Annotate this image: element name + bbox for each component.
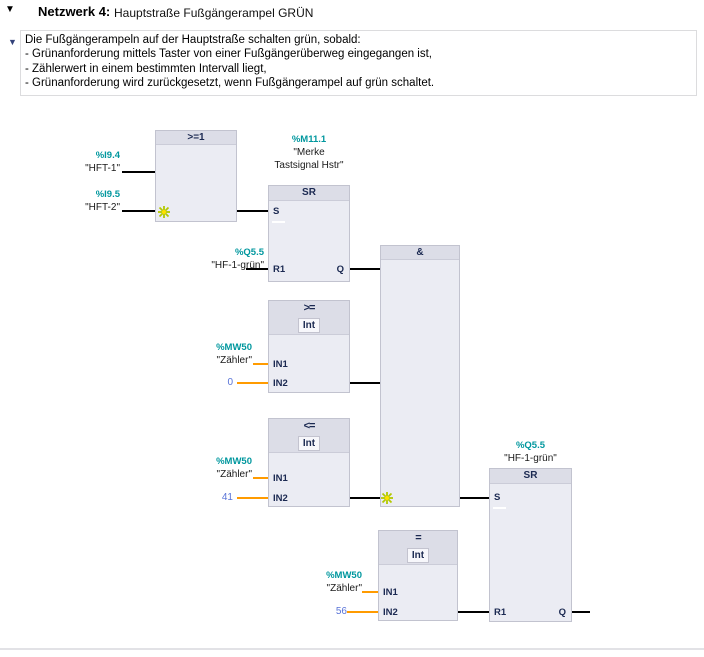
operand-tag: "Zähler": [216, 355, 252, 366]
insert-point-star-icon[interactable]: [381, 491, 393, 503]
network-comment-box[interactable]: [20, 30, 697, 96]
operand-tag: "HF-1-grün": [211, 260, 264, 271]
sr2-pin-q: Q: [558, 607, 566, 618]
sr1-s-underline: [272, 221, 285, 223]
wire-hft1-to-or: [122, 171, 155, 173]
cmp-eq-block[interactable]: [378, 530, 458, 621]
network-title[interactable]: Hauptstraße Fußgängerampel GRÜN: [114, 6, 314, 20]
operand-hf1-gruen-reset[interactable]: [144, 246, 264, 272]
wire-ge-to-and: [350, 382, 380, 384]
constant-eq-in2[interactable]: 56: [335, 606, 347, 617]
wire-sr1-q-to-and: [350, 268, 380, 270]
sr1-block-header: SR: [269, 186, 349, 201]
operand-tag: "HFT-1": [85, 163, 120, 174]
comment-line: - Grünanforderung mittels Taster von einer Fußgängerüberweg eingegangen ist,: [25, 48, 432, 61]
network-bottom-separator: [0, 648, 704, 650]
sr1-pin-q: Q: [336, 264, 344, 275]
operand-tag: "Merke: [293, 147, 325, 158]
operand-address: %MW50: [216, 456, 252, 467]
sr2-block-header: SR: [490, 469, 571, 484]
operand-tag: "Zähler": [326, 583, 362, 594]
network-collapse-icon[interactable]: ▼: [5, 4, 15, 15]
cmp-le-datatype-dropdown[interactable]: Int: [298, 436, 320, 451]
wire-const56-to-eq-in2: [347, 611, 378, 613]
sr2-pin-r1: R1: [494, 607, 507, 618]
or-block-header: >=1: [156, 131, 236, 145]
constant-ge-in2[interactable]: 0: [227, 377, 233, 388]
and-block[interactable]: [380, 245, 460, 507]
wire-const41-to-le-in2: [237, 497, 268, 499]
sr2-block[interactable]: [489, 468, 572, 622]
sr1-pin-r1: R1: [273, 264, 286, 275]
cmp-ge-datatype-dropdown[interactable]: Int: [298, 318, 320, 333]
operand-address: %I9.5: [95, 189, 120, 200]
cmp-eq-datatype-dropdown[interactable]: Int: [407, 548, 429, 563]
operand-zaehler-eq[interactable]: [242, 569, 362, 595]
network-label: Netzwerk 4:: [38, 4, 111, 19]
wire-le-to-and: [350, 497, 381, 499]
operand-zaehler-ge[interactable]: [132, 341, 252, 367]
wire-hft2-to-or: [122, 210, 155, 212]
operand-address: %MW50: [216, 342, 252, 353]
wire-zaehler-to-le-in1: [253, 477, 268, 479]
wire-zaehler-to-ge-in1: [253, 363, 268, 365]
cmp-le-operator: <=: [303, 420, 315, 432]
operand-zaehler-le[interactable]: [132, 455, 252, 481]
cmp-ge-block[interactable]: [268, 300, 350, 393]
sr2-pin-s: S: [494, 492, 501, 503]
and-block-header: &: [381, 246, 459, 260]
operand-tag: "HFT-2": [85, 202, 120, 213]
cmp-le-pin-in1: IN1: [273, 473, 288, 484]
cmp-ge-pin-in1: IN1: [273, 359, 288, 370]
cmp-le-block[interactable]: [268, 418, 350, 507]
wire-and-to-sr2-s: [460, 497, 489, 499]
wire-or-to-sr1-s: [237, 210, 268, 212]
constant-le-in2[interactable]: 41: [221, 492, 233, 503]
wire-eq-to-sr2-r1: [458, 611, 489, 613]
operand-hft2[interactable]: [0, 188, 120, 214]
operand-tag: "HF-1-grün": [504, 453, 557, 464]
operand-address: %Q5.5: [515, 440, 546, 451]
operand-address: %Q5.5: [234, 247, 264, 258]
wire-const0-to-ge-in2: [237, 382, 268, 384]
operand-address: %MW50: [326, 570, 362, 581]
cmp-eq-operator: =: [415, 532, 421, 544]
operand-tag: "Zähler": [216, 469, 252, 480]
operand-address: %M11.1: [291, 134, 327, 145]
sr2-operand[interactable]: [479, 439, 582, 465]
sr2-s-underline: [493, 507, 506, 509]
operand-address: %I9.4: [95, 150, 120, 161]
insert-point-star-icon[interactable]: [158, 205, 170, 217]
cmp-le-pin-in2: IN2: [273, 493, 288, 504]
cmp-eq-pin-in2: IN2: [383, 607, 398, 618]
comment-collapse-icon[interactable]: ▼: [8, 37, 17, 47]
comment-line: - Grünanforderung wird zurückgesetzt, wenn Fußgängerampel auf grün schaltet.: [25, 76, 435, 89]
sr1-operand[interactable]: [254, 133, 364, 172]
cmp-eq-pin-in1: IN1: [383, 587, 398, 598]
wire-sr2-q-out: [572, 611, 590, 613]
cmp-ge-operator: >=: [303, 302, 315, 314]
comment-line: Die Fußgängerampeln auf der Hauptstraße schalten grün, sobald:: [25, 34, 361, 46]
sr1-block[interactable]: [268, 185, 350, 282]
comment-line: - Zählerwert in einem bestimmten Intervall liegt,: [25, 62, 267, 75]
wire-zaehler-to-eq-in1: [362, 591, 378, 593]
sr1-pin-s: S: [273, 206, 280, 217]
cmp-ge-pin-in2: IN2: [273, 378, 288, 389]
operand-hft1[interactable]: [0, 149, 120, 175]
operand-tag: Tastsignal Hstr": [274, 160, 344, 171]
